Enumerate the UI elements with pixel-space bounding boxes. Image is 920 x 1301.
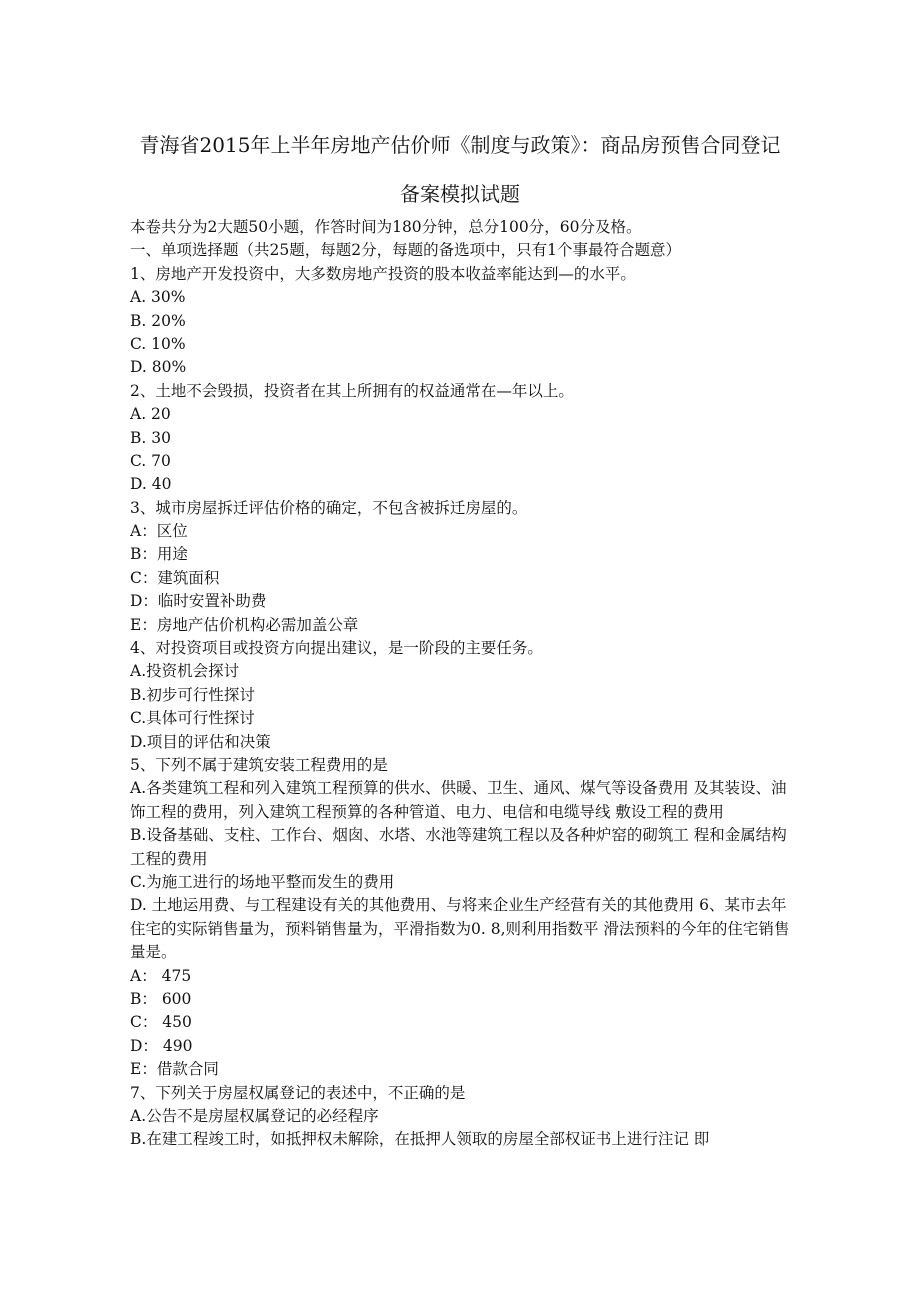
- answer-option: A：区位: [130, 522, 188, 541]
- answer-option: B.初步可行性探讨: [130, 685, 255, 704]
- document-title-line-2: 备案模拟试题: [400, 182, 520, 206]
- document-body: [130, 216, 795, 1152]
- answer-option: A.各类建筑工程和列入建筑工程预算的供水、供暖、卫生、通风、煤气等设备费用 及其装设、油饰工程的费用，列入建筑工程预算的各种管道、电力、电信和电缆导线 敷设工程的费用: [130, 779, 787, 821]
- question-stem: 1、房地产开发投资中，大多数房地产投资的股本收益率能达到—的水平。: [130, 264, 636, 283]
- question-stem: 2、土地不会毁损，投资者在其上所拥有的权益通常在—年以上。: [130, 381, 574, 400]
- answer-option: A： 475: [130, 966, 192, 985]
- section-heading: 一、单项选择题（共25题，每题2分，每题的备选项中，只有1个事最符合题意）: [130, 241, 681, 260]
- answer-option: D. 土地运用费、与工程建设有关的其他费用、与将来企业生产经营有关的其他费用 6、某市去年住宅的实际销售量为，预料销售量为，平滑指数为0. 8,则利用指数平 滑法预料的今年的住宅销售量是。: [130, 896, 790, 962]
- answer-option: D：临时安置补助费: [130, 592, 267, 611]
- answer-option: E：房地产估价机构必需加盖公章: [130, 615, 359, 634]
- answer-option: A.投资机会探讨: [130, 662, 240, 681]
- answer-option: B： 600: [130, 990, 192, 1008]
- exam-intro: 本卷共分为2大题50小题，作答时间为180分钟，总分100分，60分及格。: [130, 218, 642, 236]
- answer-option: C.为施工进行的场地平整而发生的费用: [130, 873, 395, 891]
- question-stem: 7、下列关于房屋权属登记的表述中，不正确的是: [130, 1083, 466, 1102]
- answer-option: C：建筑面积: [130, 568, 220, 587]
- answer-option: C. 70: [130, 451, 171, 470]
- answer-option: B. 30: [130, 428, 171, 447]
- document-title-line-1: 青海省2015年上半年房地产估价师《制度与政策》：商品房预售合同登记: [139, 133, 781, 157]
- answer-option: A. 20: [130, 405, 171, 424]
- question-stem: 3、城市房屋拆迁评估价格的确定，不包含被拆迁房屋的。: [130, 498, 528, 517]
- question-stem: 5、下列不属于建筑安装工程费用的是: [130, 755, 388, 774]
- answer-option: B. 20%: [130, 311, 186, 330]
- answer-option: D.项目的评估和决策: [130, 732, 271, 751]
- answer-option: B.在建工程竣工时，如抵押权未解除，在抵押人领取的房屋全部权证书上进行注记 即: [130, 1130, 710, 1149]
- answer-option: D. 40: [130, 475, 172, 494]
- answer-option: D： 490: [130, 1036, 193, 1055]
- answer-option: E：借款合同: [130, 1060, 219, 1079]
- answer-option: C： 450: [130, 1013, 192, 1032]
- answer-option: A. 30%: [130, 288, 186, 307]
- answer-option: D. 80%: [130, 358, 187, 377]
- answer-option: C. 10%: [130, 334, 186, 353]
- answer-option: B.设备基础、支柱、工作台、烟囱、水塔、水池等建筑工程以及各种炉窑的砌筑工 程和金属结构工程的费用: [130, 826, 787, 868]
- question-stem: 4、对投资项目或投资方向提出建议，是一阶段的主要任务。: [130, 639, 543, 658]
- answer-option: C.具体可行性探讨: [130, 709, 255, 728]
- answer-option: A.公告不是房屋权属登记的必经程序: [130, 1106, 379, 1125]
- answer-option: B：用途: [130, 545, 188, 564]
